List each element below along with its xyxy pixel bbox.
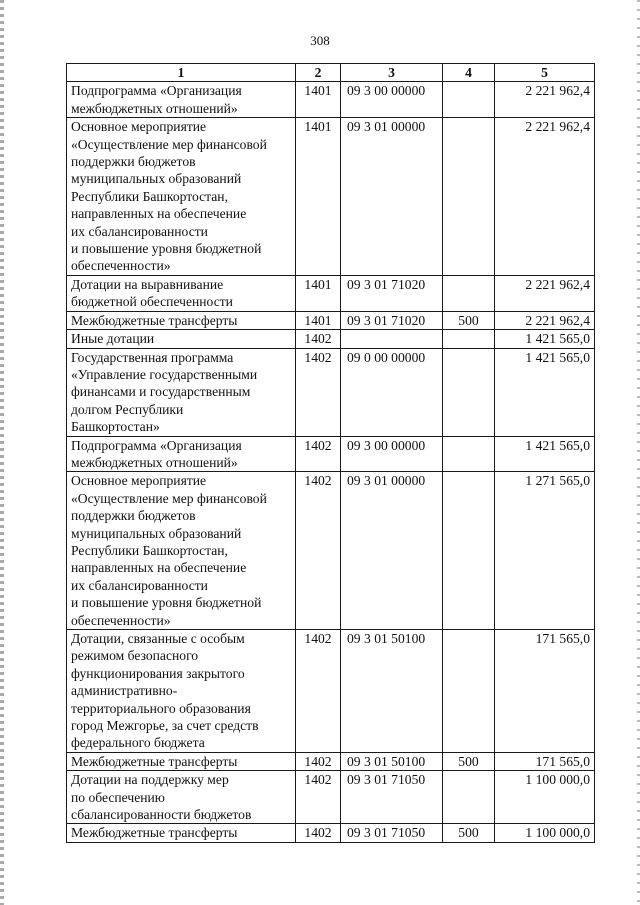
row-target-cell bbox=[341, 330, 443, 348]
row-name-line: и повышение уровня бюджетной bbox=[71, 241, 262, 257]
row-name-line: «Управление государственными bbox=[71, 366, 258, 382]
row-expense-type-cell bbox=[443, 436, 495, 472]
row-expense-type-cell bbox=[443, 275, 495, 311]
table-row bbox=[67, 436, 595, 472]
row-name-line: муниципальных образований bbox=[71, 525, 242, 541]
row-name-line: функционирования закрытого bbox=[71, 665, 245, 681]
row-target-cell: 09 3 00 00000 bbox=[341, 436, 443, 472]
row-name-line: Подпрограмма «Организация bbox=[71, 437, 242, 453]
row-name-line: Межбюджетные трансферты bbox=[71, 753, 238, 769]
row-name-line: сбалансированности бюджетов bbox=[71, 807, 252, 823]
row-name-line: муниципальных образований bbox=[71, 171, 242, 187]
header-col-1: 1 bbox=[67, 64, 296, 82]
row-target-cell: 09 3 01 00000 bbox=[341, 118, 443, 276]
table-row bbox=[67, 118, 595, 276]
table-row bbox=[67, 752, 595, 770]
row-amount-cell: 1 271 565,0 bbox=[495, 472, 595, 630]
row-name-line: финансами и государственным bbox=[71, 384, 251, 400]
row-name-line: Башкортостан» bbox=[71, 419, 160, 435]
table-row bbox=[67, 82, 595, 118]
row-expense-type-cell bbox=[443, 472, 495, 630]
row-name-line: по обеспечению bbox=[71, 789, 165, 805]
row-name-line: «Осуществление мер финансовой bbox=[71, 490, 267, 506]
row-expense-type-cell: 500 bbox=[443, 752, 495, 770]
row-name-cell bbox=[67, 348, 296, 436]
row-target-cell: 09 3 01 71020 bbox=[341, 275, 443, 311]
table-row bbox=[67, 330, 595, 348]
header-col-2: 2 bbox=[296, 64, 341, 82]
row-name-cell bbox=[67, 311, 296, 329]
row-amount-cell: 1 421 565,0 bbox=[495, 330, 595, 348]
row-name-line: межбюджетных отношений» bbox=[71, 100, 238, 116]
table-row bbox=[67, 348, 595, 436]
row-name-cell bbox=[67, 118, 296, 276]
row-section-cell: 1401 bbox=[296, 118, 341, 276]
row-name-cell bbox=[67, 82, 296, 118]
header-col-4: 4 bbox=[443, 64, 495, 82]
row-name-line: межбюджетных отношений» bbox=[71, 454, 238, 470]
row-name-cell bbox=[67, 771, 296, 824]
row-name-line: Иные дотации bbox=[71, 331, 155, 347]
row-amount-cell: 1 421 565,0 bbox=[495, 436, 595, 472]
row-name-line: Дотации на выравнивание bbox=[71, 276, 224, 292]
row-name-line: Государственная программа bbox=[71, 349, 234, 365]
row-target-cell: 09 3 01 71020 bbox=[341, 311, 443, 329]
row-target-cell: 09 3 01 50100 bbox=[341, 752, 443, 770]
header-col-5: 5 bbox=[495, 64, 595, 82]
row-section-cell: 1401 bbox=[296, 311, 341, 329]
table-row bbox=[67, 311, 595, 329]
row-name-line: поддержки бюджетов bbox=[71, 508, 196, 524]
row-name-line: Основное мероприятие bbox=[71, 119, 207, 135]
row-section-cell: 1402 bbox=[296, 630, 341, 753]
row-name-line: и повышение уровня бюджетной bbox=[71, 595, 262, 611]
row-name-line: обеспеченности» bbox=[71, 258, 171, 274]
row-name-cell bbox=[67, 436, 296, 472]
header-row bbox=[67, 64, 595, 82]
row-expense-type-cell bbox=[443, 330, 495, 348]
row-name-line: бюджетной обеспеченности bbox=[71, 294, 233, 310]
row-name-cell bbox=[67, 630, 296, 753]
row-target-cell: 09 3 01 71050 bbox=[341, 824, 443, 842]
row-name-line: режимом безопасного bbox=[71, 648, 199, 664]
row-amount-cell: 171 565,0 bbox=[495, 630, 595, 753]
row-section-cell: 1402 bbox=[296, 771, 341, 824]
row-name-line: Дотации на поддержку мер bbox=[71, 772, 229, 788]
row-section-cell: 1401 bbox=[296, 82, 341, 118]
row-section-cell: 1402 bbox=[296, 436, 341, 472]
row-amount-cell: 2 221 962,4 bbox=[495, 275, 595, 311]
row-expense-type-cell bbox=[443, 348, 495, 436]
row-name-cell bbox=[67, 330, 296, 348]
row-section-cell: 1401 bbox=[296, 275, 341, 311]
row-section-cell: 1402 bbox=[296, 752, 341, 770]
row-expense-type-cell: 500 bbox=[443, 824, 495, 842]
table-row bbox=[67, 824, 595, 842]
row-name-line: направленных на обеспечение bbox=[71, 206, 247, 222]
table-body bbox=[67, 82, 595, 842]
row-name-line: обеспеченности» bbox=[71, 612, 171, 628]
row-name-line: их сбалансированности bbox=[71, 577, 208, 593]
row-amount-cell: 2 221 962,4 bbox=[495, 311, 595, 329]
row-name-cell bbox=[67, 472, 296, 630]
row-name-line: Республики Башкортостан, bbox=[71, 188, 228, 204]
row-name-cell bbox=[67, 752, 296, 770]
table-row bbox=[67, 275, 595, 311]
row-amount-cell: 2 221 962,4 bbox=[495, 82, 595, 118]
table-row bbox=[67, 630, 595, 753]
row-target-cell: 09 3 01 71050 bbox=[341, 771, 443, 824]
row-name-cell bbox=[67, 275, 296, 311]
row-amount-cell: 1 100 000,0 bbox=[495, 824, 595, 842]
row-expense-type-cell bbox=[443, 630, 495, 753]
row-name-line: территориального образования bbox=[71, 700, 251, 716]
row-name-line: долгом Республики bbox=[71, 401, 184, 417]
row-expense-type-cell: 500 bbox=[443, 311, 495, 329]
budget-table bbox=[66, 63, 595, 843]
row-name-line: Основное мероприятие bbox=[71, 473, 207, 489]
row-name-line: федерального бюджета bbox=[71, 735, 205, 751]
row-target-cell: 09 3 01 50100 bbox=[341, 630, 443, 753]
row-name-cell bbox=[67, 824, 296, 842]
row-amount-cell: 1 421 565,0 bbox=[495, 348, 595, 436]
row-name-line: Дотации, связанные с особым bbox=[71, 631, 245, 646]
page-number: 308 bbox=[310, 33, 330, 48]
row-name-line: Межбюджетные трансферты bbox=[71, 825, 238, 841]
row-name-line: административно- bbox=[71, 683, 178, 699]
row-expense-type-cell bbox=[443, 118, 495, 276]
row-name-line: город Межгорье, за счет средств bbox=[71, 718, 259, 734]
row-name-line: «Осуществление мер финансовой bbox=[71, 136, 267, 152]
row-amount-cell: 1 100 000,0 bbox=[495, 771, 595, 824]
row-amount-cell: 171 565,0 bbox=[495, 752, 595, 770]
row-amount-cell: 2 221 962,4 bbox=[495, 118, 595, 276]
table-row bbox=[67, 472, 595, 630]
row-section-cell: 1402 bbox=[296, 824, 341, 842]
row-section-cell: 1402 bbox=[296, 330, 341, 348]
row-name-line: Подпрограмма «Организация bbox=[71, 83, 242, 99]
row-expense-type-cell bbox=[443, 771, 495, 824]
row-expense-type-cell bbox=[443, 82, 495, 118]
row-target-cell: 09 3 01 00000 bbox=[341, 472, 443, 630]
row-name-line: их сбалансированности bbox=[71, 223, 208, 239]
table-row bbox=[67, 771, 595, 824]
row-target-cell: 09 3 00 00000 bbox=[341, 82, 443, 118]
row-section-cell: 1402 bbox=[296, 348, 341, 436]
row-name-line: Межбюджетные трансферты bbox=[71, 312, 238, 328]
scan-edge-left bbox=[0, 0, 4, 905]
row-section-cell: 1402 bbox=[296, 472, 341, 630]
row-name-line: Республики Башкортостан, bbox=[71, 542, 228, 558]
row-name-line: поддержки бюджетов bbox=[71, 154, 196, 170]
row-target-cell: 09 0 00 00000 bbox=[341, 348, 443, 436]
header-col-3: 3 bbox=[341, 64, 443, 82]
row-name-line: направленных на обеспечение bbox=[71, 560, 247, 576]
